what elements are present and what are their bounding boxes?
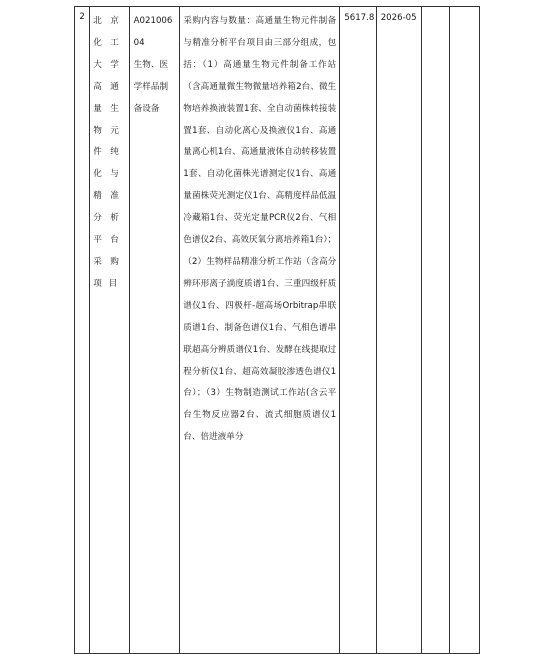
content-cell	[180, 7, 340, 654]
procurement-table	[74, 6, 480, 654]
procurement-content: 采购内容与数量：高通量生物元件制备与精准分析平台项目由三部分组成，包括：（1）高通量生物元件制备工作站（含高通量微生物微量培养箱2台、微生物培养换液装置1套、全自动菌株转接装置1套、自动化离心及换液仪1台、高通量离心机1台、高通量液体自动转移装置1套、自动化菌株光谱测定仪1台、高通量菌株荧光测定仪1台、高精度样品低温冷藏箱1台、荧光定量PCR仪2台、气相色谱仪2台、高效厌氧分离培养箱1台）；（2）生物样品精准分析工作站（含高分辨环形离子淌度质谱1台、三重四级杆质谱仪1台、四极杆-超高场Orbitrap串联质谱1台、制备色谱仪1台、气相色谱串联超高分辨质谱仪1台、发酵在线提取过程分析仪1台、超高效凝胶渗透色谱仪1台）；（3）生物制造测试工作站(含云平台生物反应器2台、流式细胞质谱仪1台、倍进液单分	[183, 16, 337, 443]
category-cell	[129, 7, 180, 654]
budget-amount: 5617.8	[344, 13, 375, 23]
row-number-cell	[75, 7, 90, 654]
planned-date: 2026-05	[380, 13, 417, 23]
category-name: 生物、医学样品制备设备	[133, 59, 169, 114]
project-name-cell	[90, 7, 129, 654]
table-row	[75, 7, 480, 654]
row-number: 2	[79, 12, 85, 22]
empty-cell-1	[422, 7, 449, 654]
category-code: A02100604	[133, 16, 173, 48]
date-cell	[376, 7, 422, 654]
category-code-block	[130, 7, 180, 121]
project-name: 北京化工大学高通量生物元件纯化与精准分析平台采购项目	[93, 16, 126, 289]
amount-cell	[340, 7, 376, 654]
empty-cell-2	[449, 7, 479, 654]
